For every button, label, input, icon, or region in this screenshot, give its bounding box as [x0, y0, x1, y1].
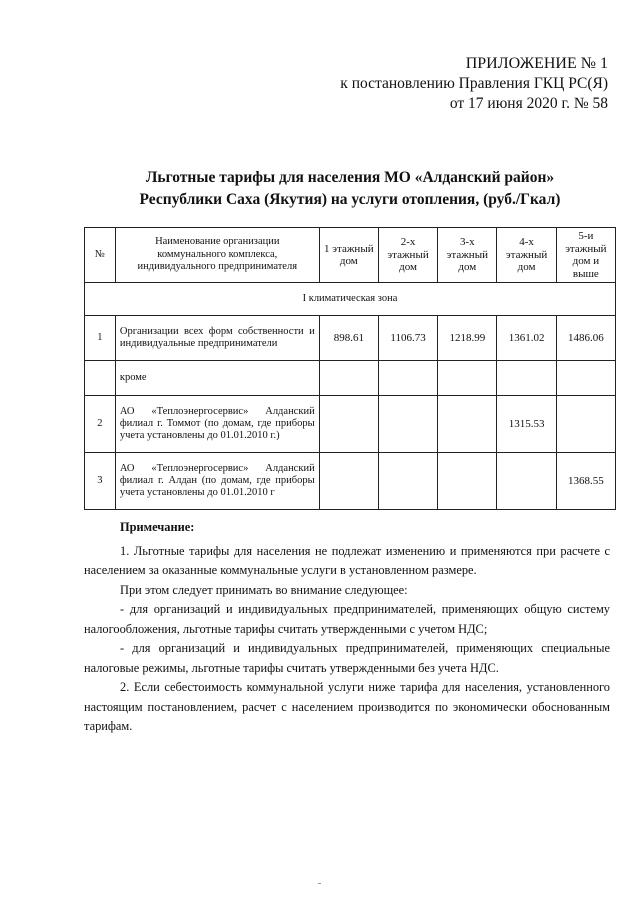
row-value-2: 1106.73 — [378, 316, 437, 361]
row-num — [85, 361, 116, 396]
row-value-1 — [319, 453, 378, 510]
tariff-table — [84, 227, 616, 510]
document-title — [100, 167, 600, 211]
climate-zone: I климатическая зона — [85, 283, 616, 316]
note-paragraph: 1. Льготные тарифы для населения не подлежат изменению и применяются при расчете с населением за оказанные коммунальные услуги в установленном размере. — [84, 543, 610, 577]
row-value-5: 1368.55 — [556, 453, 615, 510]
note-paragraph: 2. Если себестоимость коммунальной услуги ниже тарифа для населения, установленного настоящим постановлением, расчет с населением производится по экономически обоснованным тарифам. — [84, 680, 610, 733]
row-value-4: 1315.53 — [497, 396, 556, 453]
table-header-row — [85, 228, 616, 283]
row-value-4 — [497, 361, 556, 396]
table-row — [85, 361, 616, 396]
note-paragraph: - для организаций и индивидуальных предпринимателей, применяющих специальные налоговые режимы, льготные тарифы считать утвержденными без учета НДС. — [84, 641, 610, 675]
notes-title: Примечание: — [120, 520, 195, 534]
row-name: АО «Теплоэнергосервис» Алданский филиал г. Томмот (по домам, где приборы учета установлены до 01.01.2010 г.) — [115, 396, 319, 453]
row-value-4 — [497, 453, 556, 510]
row-value-5 — [556, 396, 615, 453]
row-num: 3 — [85, 453, 116, 510]
row-name: Организации всех форм собственности и индивидуальные предприниматели — [115, 316, 319, 361]
header-5-floor: 5-и этажный дом и выше — [556, 228, 615, 283]
table-row — [85, 453, 616, 510]
appendix-number: ПРИЛОЖЕНИЕ № 1 — [465, 55, 608, 72]
row-value-5: 1486.06 — [556, 316, 615, 361]
row-value-3 — [438, 453, 497, 510]
table-row — [85, 316, 616, 361]
header-2-floor: 2-х этажный дом — [378, 228, 437, 283]
row-value-5 — [556, 361, 615, 396]
row-name: АО «Теплоэнергосервис» Алданский филиал г. Алдан (по домам, где приборы учета установлены до 01.01.2010 г — [115, 453, 319, 510]
header-1-floor: 1 этажный дом — [319, 228, 378, 283]
zone-row — [85, 283, 616, 316]
row-value-2 — [378, 453, 437, 510]
title-line-2: Республики Саха (Якутия) на услуги отопления, (руб./Гкал) — [139, 191, 561, 208]
table-row — [85, 396, 616, 453]
header-3-floor: 3-х этажный дом — [438, 228, 497, 283]
resolution-reference: к постановлению Правления ГКЦ РС(Я) — [340, 75, 608, 92]
scan-speck — [318, 883, 321, 884]
row-value-3: 1218.99 — [438, 316, 497, 361]
row-value-2 — [378, 396, 437, 453]
header-num: № — [85, 228, 116, 283]
resolution-date: от 17 июня 2020 г. № 58 — [449, 95, 608, 112]
row-value-1: 898.61 — [319, 316, 378, 361]
notes-section — [84, 518, 610, 737]
header-name: Наименование организации коммунального комплекса, индивидуального предпринимателя — [115, 228, 319, 283]
row-name: кроме — [115, 361, 319, 396]
note-paragraph: При этом следует принимать во внимание следующее: — [120, 582, 408, 597]
row-num: 1 — [85, 316, 116, 361]
row-value-1 — [319, 361, 378, 396]
header-4-floor: 4-х этажный дом — [497, 228, 556, 283]
document-header — [340, 54, 608, 114]
row-value-4: 1361.02 — [497, 316, 556, 361]
row-value-1 — [319, 396, 378, 453]
row-num: 2 — [85, 396, 116, 453]
row-value-3 — [438, 361, 497, 396]
row-value-3 — [438, 396, 497, 453]
title-line-1: Льготные тарифы для населения МО «Алданский район» — [145, 169, 555, 186]
row-value-2 — [378, 361, 437, 396]
note-paragraph: - для организаций и индивидуальных предпринимателей, применяющих общую систему налогообложения, льготные тарифы считать утвержденными с учетом НДС; — [84, 602, 610, 636]
